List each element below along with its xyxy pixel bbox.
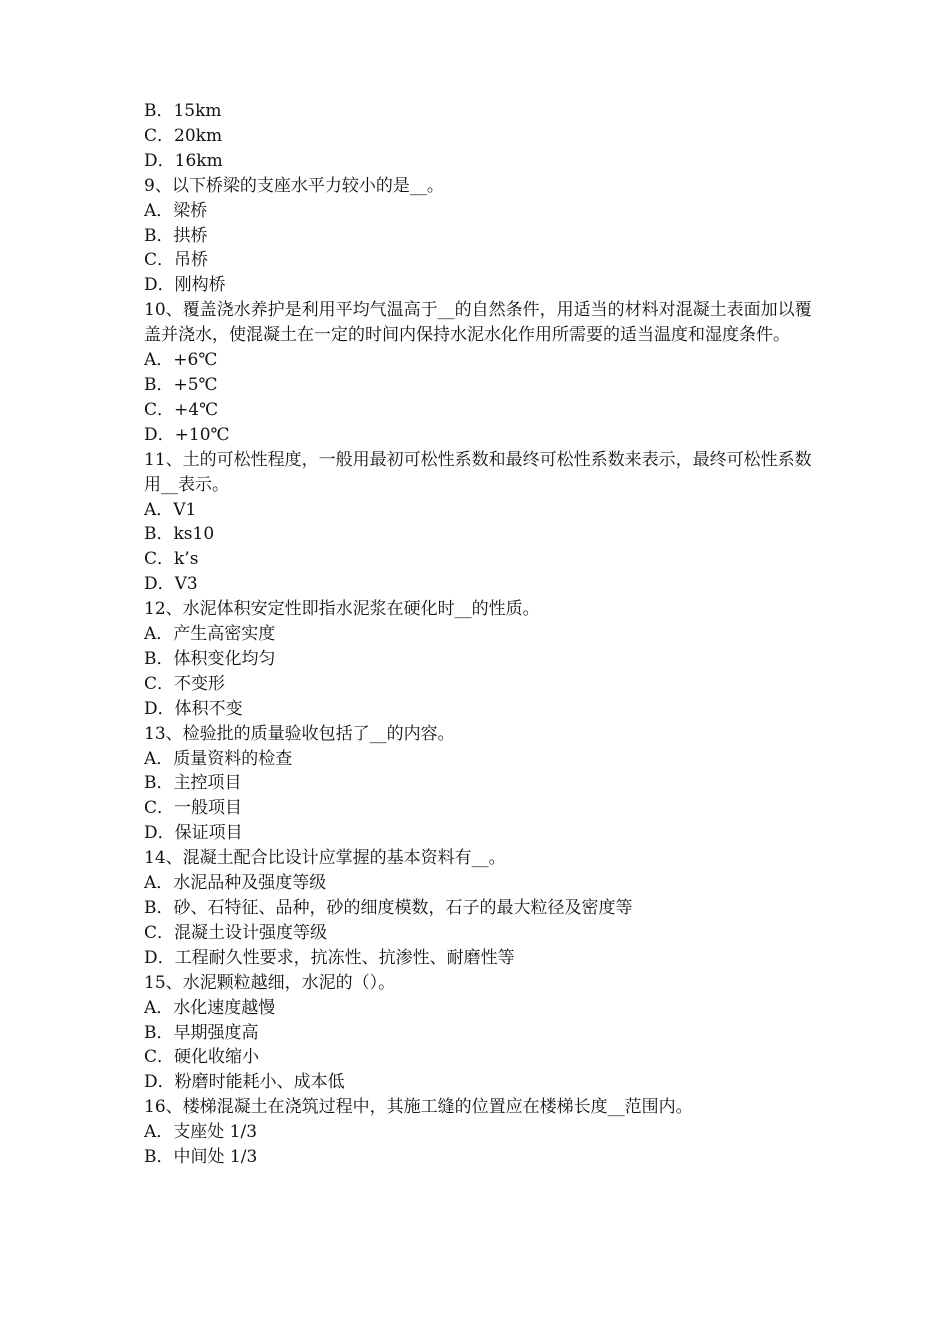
option-line: D．体积不变 [144,698,243,719]
question-stem: 14、混凝土配合比设计应掌握的基本资料有__。 [144,848,506,869]
option-line: B．15km [144,101,222,121]
option-line: A．梁桥 [144,200,208,221]
question-stem: 10、覆盖浇水养护是利用平均气温高于__的自然条件，用适当的材料对混凝土表面加以覆盖并浇水，使混凝土在一定的时间内保持水泥水化作用所需要的适当温度和湿度条件。 [144,300,812,346]
question-stem: 15、水泥颗粒越细，水泥的（）。 [144,972,396,993]
option-line: C．一般项目 [144,798,243,819]
option-line: D．+10℃ [144,424,230,445]
option-line: C．混凝土设计强度等级 [144,922,328,943]
option-line: B．+5℃ [144,374,218,395]
option-line: A．水泥品种及强度等级 [144,873,327,894]
option-line: D．工程耐久性要求，抗冻性、抗渗性、耐磨性等 [144,947,515,968]
option-line: A．+6℃ [144,350,218,371]
option-line: C．吊桥 [144,250,209,271]
option-line: C．20km [144,125,223,146]
option-line: B．ks10 [144,524,215,545]
option-line: A．水化速度越慢 [144,997,276,1018]
question-stem: 11、土的可松性程度，一般用最初可松性系数和最终可松性系数来表示，最终可松性系数用__表示。 [144,449,812,495]
question-stem: 16、楼梯混凝土在浇筑过程中，其施工缝的位置应在楼梯长度__范围内。 [144,1097,693,1118]
option-line: D．粉磨时能耗小、成本低 [144,1072,345,1093]
option-line: A．质量资料的检查 [144,748,293,769]
option-line: C．不变形 [144,673,226,694]
option-line: B．早期强度高 [144,1022,259,1043]
question-stem: 13、检验批的质量验收包括了__的内容。 [144,723,455,744]
option-line: D．V3 [144,574,198,595]
option-line: B．砂、石特征、品种，砂的细度模数，石子的最大粒径及密度等 [144,898,633,918]
option-line: A．产生高密实度 [144,624,276,645]
question-stem: 9、以下桥梁的支座水平力较小的是__。 [144,175,444,196]
option-line: D．刚构桥 [144,275,226,296]
option-line: B．拱桥 [144,225,208,246]
option-line: B．体积变化均匀 [144,648,276,669]
option-line: A．V1 [144,499,197,520]
option-line: A．支座处 1/3 [144,1122,258,1143]
option-line: D．16km [144,150,223,171]
option-line: C．硬化收缩小 [144,1047,260,1068]
option-line: C．+4℃ [144,399,219,420]
option-line: C．k’s [144,549,199,570]
option-line: B．中间处 1/3 [144,1147,258,1168]
document-body [144,99,814,1170]
question-stem: 12、水泥体积安定性即指水泥浆在硬化时__的性质。 [144,599,540,620]
option-line: D．保证项目 [144,823,243,844]
option-line: B．主控项目 [144,773,242,794]
